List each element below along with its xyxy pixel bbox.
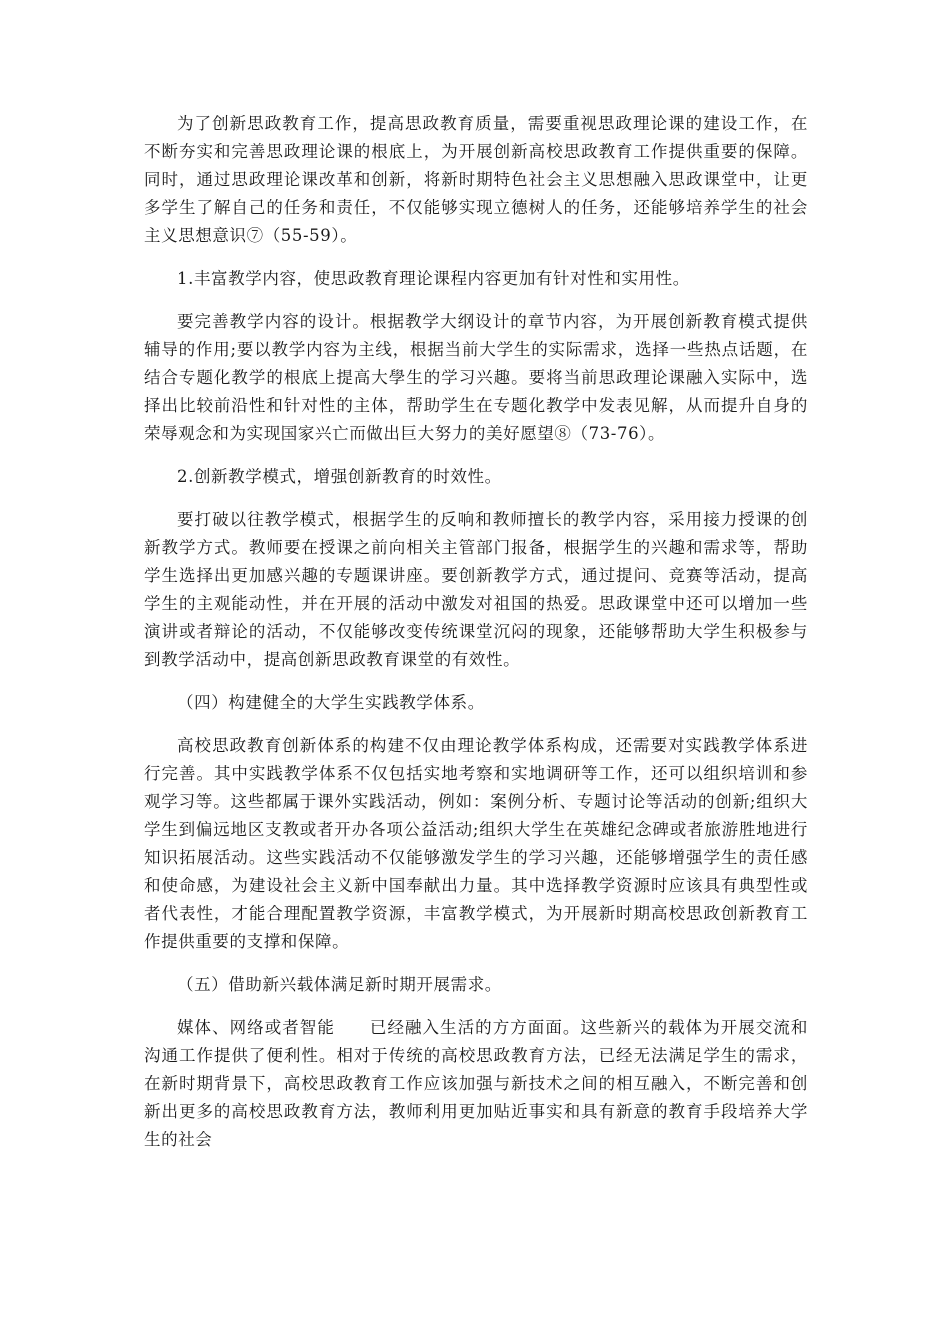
paragraph-thinking-course-construction: 为了创新思政教育工作，提高思政教育质量，需要重视思政理论课的建设工作，在不断夯实和完善思政理论课的根底上，为开展创新高校思政教育工作提供重要的保障。同时，通过思政理论课改革和创新，将新时期特色社会主义思想融入思政课堂中，让更多学生了解自己的任务和责任，不仅能够实现立德树人的任务，还能够培养学生的社会主义思想意识⑦（55-59）。 <box>144 114 808 245</box>
paragraph-new-carriers: 媒体、网络或者智能 已经融入生活的方方面面。这些新兴的载体为开展交流和沟通工作提供了便利性。相对于传统的高校思政教育方法，已经无法满足学生的需求，在新时期背景下，高校思政教育工作应该加强与新技术之间的相互融入，不断完善和创新出更多的高校思政教育方法，教师利用更加贴近事实和具有新意的教育手段培养大学生的社会 <box>144 1018 808 1149</box>
heading-practice-system: （四）构建健全的大学生实践教学体系。 <box>177 693 485 712</box>
heading-innovate-mode: 2.创新教学模式，增强创新教育的时效性。 <box>177 467 502 486</box>
paragraph-practice-system: 高校思政教育创新体系的构建不仅由理论教学体系构成，还需要对实践教学体系进行完善。其中实践教学体系不仅包括实地考察和实地调研等工作，还可以组织培训和参观学习等。这些都属于课外实践活动，例如：案例分析、专题讨论等活动的创新;组织大学生到偏远地区支教或者开办各项公益活动;组织大学生在英雄纪念碑或者旅游胜地进行知识拓展活动。这些实践活动不仅能够激发学生的学习兴趣，还能够增强学生的责任感和使命感，为建设社会主义新中国奉献出力量。其中选择教学资源时应该具有典型性或者代表性，才能合理配置教学资源，丰富教学模式，为开展新时期高校思政创新教育工作提供重要的支撑和保障。 <box>144 736 808 951</box>
heading-new-carriers: （五）借助新兴载体满足新时期开展需求。 <box>177 975 502 994</box>
paragraph-teaching-mode: 要打破以往教学模式，根据学生的反响和教师擅长的教学内容，采用接力授课的创新教学方式。教师要在授课之前向相关主管部门报备，根据学生的兴趣和需求等，帮助学生选择出更加感兴趣的专题课讲座。要创新教学方式，通过提问、竞赛等活动，提高学生的主观能动性，并在开展的活动中激发对祖国的热爱。思政课堂中还可以增加一些演讲或者辩论的活动，不仅能够改变传统课堂沉闷的现象，还能够帮助大学生积极参与到教学活动中，提高创新思政教育课堂的有效性。 <box>144 510 808 669</box>
heading-enrich-content: 1.丰富教学内容，使思政教育理论课程内容更加有针对性和实用性。 <box>177 269 690 288</box>
document-page <box>144 110 808 1169</box>
paragraph-teaching-content: 要完善教学内容的设计。根据教学大纲设计的章节内容，为开展创新教育模式提供辅导的作用;要以教学内容为主线，根据当前大学生的实际需求，选择一些热点话题，在结合专题化教学的根底上提高大學生的学习兴趣。要将当前思政理论课融入实际中，选择出比较前沿性和针对性的主体，帮助学生在专题化教学中发表见解，从而提升自身的荣辱观念和为实现国家兴亡而做出巨大努力的美好愿望⑧（73-76）。 <box>144 312 808 443</box>
